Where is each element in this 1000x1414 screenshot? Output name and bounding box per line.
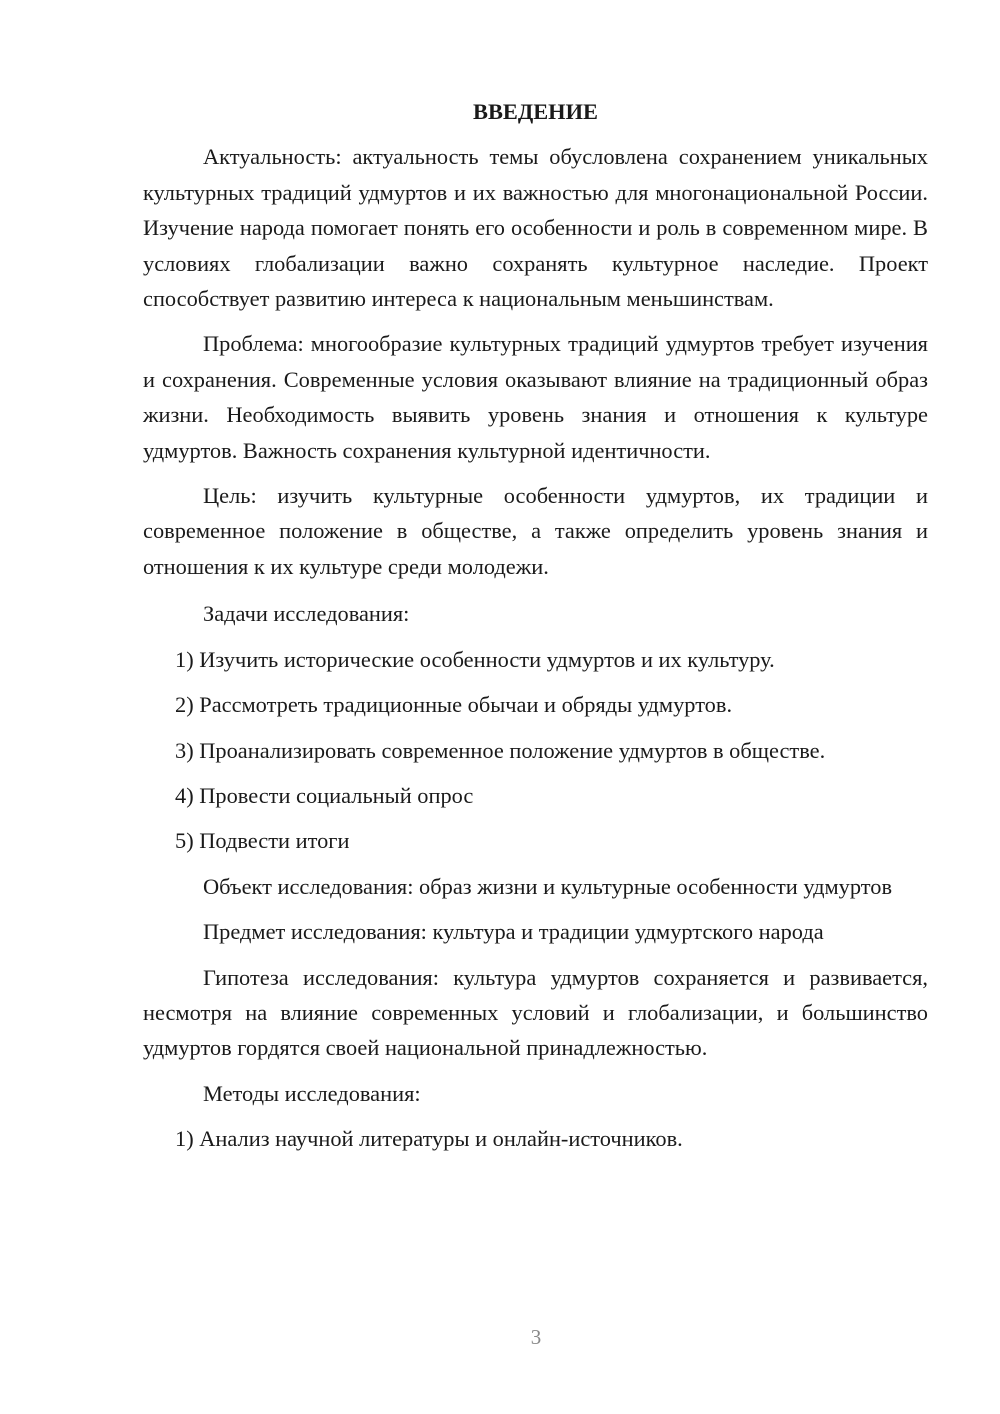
subject-paragraph: Предмет исследования: культура и традиции удмуртского народа — [203, 919, 824, 945]
problem-paragraph: Проблема: многообразие культурных традиций удмуртов требует изучения и сохранения. Современные условия оказывают влияние на традиционный образ жизни. Необходимость выявить уровень знания и отношения к культуре удмуртов. Важность сохранения культурной идентичности. — [143, 331, 928, 463]
relevance-paragraph: Актуальность: актуальность темы обусловлена сохранением уникальных культурных традиций удмуртов и их важностью для многонациональной России. Изучение народа помогает понять его особенности и роль в современном мире. В условиях глобализации важно сохранять культурное наследие. Проект способствует развитию интереса к национальным меньшинствам. — [143, 144, 928, 312]
method-item: 1) Анализ научной литературы и онлайн-источников. — [175, 1126, 683, 1152]
page-number: 3 — [530, 1325, 542, 1349]
task-item: 1) Изучить исторические особенности удмуртов и их культуру. — [175, 646, 775, 672]
object-paragraph: Объект исследования: образ жизни и культурные особенности удмуртов — [203, 873, 893, 899]
page-content — [143, 94, 928, 1167]
task-item: 3) Проанализировать современное положение удмуртов в обществе. — [175, 737, 826, 763]
tasks-heading: Задачи исследования: — [203, 601, 410, 627]
hypothesis-paragraph: Гипотеза исследования: культура удмуртов сохраняется и развивается, несмотря на влияние современных условий и глобализации, и большинство удмуртов гордятся своей национальной принадлежностью. — [143, 964, 928, 1061]
methods-heading: Методы исследования: — [203, 1080, 421, 1106]
task-item: 4) Провести социальный опрос — [175, 782, 474, 808]
section-title: ВВЕДЕНИЕ — [473, 99, 598, 124]
task-item: 2) Рассмотреть традиционные обычаи и обряды удмуртов. — [175, 692, 733, 718]
goal-paragraph: Цель: изучить культурные особенности удмуртов, их традиции и современное положение в обществе, а также определить уровень знания и отношения к их культуре среди молодежи. — [143, 483, 928, 579]
task-item: 5) Подвести итоги — [175, 828, 350, 854]
